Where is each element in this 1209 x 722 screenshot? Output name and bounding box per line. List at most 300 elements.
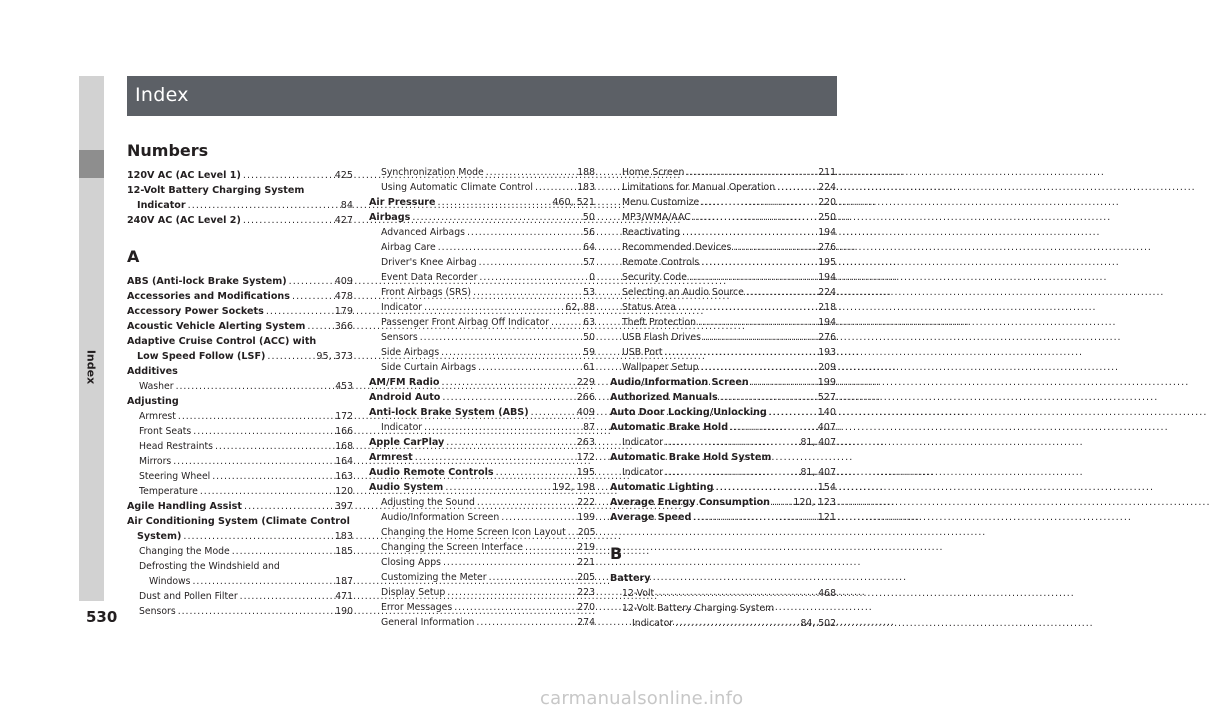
index-subentry bbox=[610, 300, 836, 315]
entry-label: Indicator bbox=[622, 467, 664, 478]
entry-page-ref[interactable]: 194 bbox=[818, 272, 836, 283]
entry-page-ref[interactable]: 407 bbox=[817, 422, 836, 433]
index-entry bbox=[127, 289, 353, 304]
dot-leader bbox=[501, 510, 575, 525]
entry-page-ref[interactable]: 220 bbox=[818, 197, 836, 208]
entry-page-ref[interactable]: 194 bbox=[818, 227, 836, 238]
entry-page-ref[interactable]: 81, 407 bbox=[800, 437, 836, 448]
entry-page-ref[interactable]: 62, 88 bbox=[565, 302, 595, 313]
entry-page-ref[interactable]: 366 bbox=[334, 321, 353, 332]
index-subentry bbox=[369, 495, 595, 510]
entry-label: Side Curtain Airbags bbox=[381, 362, 477, 373]
section-heading: B bbox=[610, 544, 623, 563]
entry-page-ref[interactable]: 199 bbox=[577, 512, 595, 523]
entry-page-ref[interactable]: 179 bbox=[334, 306, 353, 317]
index-column-1 bbox=[127, 140, 353, 619]
index-subentry bbox=[369, 420, 595, 435]
index-subentry bbox=[610, 285, 836, 300]
dot-leader bbox=[489, 570, 576, 585]
entry-label: Mirrors bbox=[139, 456, 172, 467]
dot-leader bbox=[447, 585, 575, 600]
entry-page-ref[interactable]: 427 bbox=[334, 215, 353, 226]
index-entry bbox=[127, 213, 353, 228]
dot-leader bbox=[675, 616, 798, 631]
dot-leader bbox=[442, 390, 574, 405]
entry-page-ref[interactable]: 95, 373 bbox=[316, 351, 353, 362]
entry-label: Passenger Front Airbag Off Indicator bbox=[381, 317, 550, 328]
dot-leader bbox=[289, 274, 333, 289]
entry-page-ref[interactable]: 59 bbox=[583, 347, 595, 358]
dot-leader bbox=[733, 240, 816, 255]
entry-label: Airbag Care bbox=[381, 242, 436, 253]
dot-leader bbox=[486, 165, 575, 180]
dot-leader bbox=[442, 375, 575, 390]
entry-label: Automatic Brake Hold bbox=[610, 422, 729, 433]
entry-page-ref[interactable]: 224 bbox=[818, 287, 836, 298]
entry-label: Airbags bbox=[369, 212, 411, 223]
dot-leader bbox=[689, 270, 816, 285]
entry-page-ref[interactable]: 56 bbox=[583, 227, 595, 238]
index-subentry bbox=[610, 225, 836, 240]
entry-label: 240V AC (AC Level 2) bbox=[127, 215, 241, 226]
index-subentry bbox=[127, 409, 353, 424]
index-entry bbox=[369, 210, 595, 225]
entry-label: Changing the Home Screen Icon Layout bbox=[381, 527, 566, 538]
entry-label: Using Automatic Climate Control bbox=[381, 182, 533, 193]
dot-leader bbox=[746, 285, 816, 300]
index-entry bbox=[610, 405, 836, 420]
entry-label: Apple CarPlay bbox=[369, 437, 445, 448]
dot-leader bbox=[178, 604, 334, 619]
index-subentry bbox=[369, 600, 595, 615]
entry-label: USB Port bbox=[622, 347, 663, 358]
entry-label: Accessories and Modifications bbox=[127, 291, 290, 302]
entry-page-ref[interactable]: 266 bbox=[576, 392, 595, 403]
entry-label: General Information bbox=[381, 617, 475, 628]
entry-label: Security Code bbox=[622, 272, 687, 283]
dot-leader bbox=[243, 168, 333, 183]
index-entry bbox=[610, 450, 836, 465]
entry-page-ref[interactable]: 209 bbox=[818, 362, 836, 373]
dot-leader bbox=[183, 529, 332, 544]
entry-page-ref[interactable]: 183 bbox=[577, 182, 595, 193]
entry-label: Customizing the Meter bbox=[381, 572, 487, 583]
entry-label: Status Area bbox=[622, 302, 676, 313]
entry-label: Side Airbags bbox=[381, 347, 440, 358]
dot-leader bbox=[454, 600, 575, 615]
dot-leader bbox=[193, 574, 334, 589]
entry-label: AM/FM Radio bbox=[369, 377, 440, 388]
dot-leader bbox=[678, 300, 816, 315]
entry-label: Air Conditioning System (Climate Control bbox=[127, 516, 350, 527]
entry-page-ref[interactable]: 190 bbox=[335, 606, 353, 617]
entry-label: 120V AC (AC Level 1) bbox=[127, 170, 241, 181]
entry-page-ref[interactable]: 223 bbox=[577, 587, 595, 598]
index-entry bbox=[127, 274, 353, 289]
entry-page-ref[interactable]: 274 bbox=[577, 617, 595, 628]
index-subentry bbox=[369, 615, 595, 630]
entry-label: Recommended Devices bbox=[622, 242, 732, 253]
index-entry bbox=[369, 375, 595, 390]
index-subentry bbox=[127, 589, 353, 604]
dot-leader bbox=[682, 225, 816, 240]
dot-leader bbox=[412, 210, 580, 225]
entry-page-ref[interactable]: 409 bbox=[334, 276, 353, 287]
index-subentry bbox=[610, 210, 836, 225]
entry-label: Error Messages bbox=[381, 602, 453, 613]
index-entry bbox=[369, 480, 595, 495]
dot-leader bbox=[686, 165, 816, 180]
dot-leader bbox=[232, 544, 334, 559]
index-entry bbox=[127, 499, 353, 514]
entry-label: Wallpaper Setup bbox=[622, 362, 699, 373]
dot-leader bbox=[467, 225, 581, 240]
entry-page-ref[interactable]: 211 bbox=[818, 167, 836, 178]
entry-page-ref[interactable]: 121 bbox=[817, 512, 836, 523]
entry-label: Dust and Pollen Filter bbox=[139, 591, 238, 602]
entry-page-ref[interactable]: 140 bbox=[817, 407, 836, 418]
index-subentry bbox=[369, 570, 595, 585]
entry-label: Low Speed Follow (LSF) bbox=[137, 351, 266, 362]
entry-label: 12-Volt Battery Charging System bbox=[622, 603, 775, 614]
index-subentry bbox=[369, 345, 595, 360]
index-subentry bbox=[610, 255, 836, 270]
entry-page-ref[interactable]: 154 bbox=[817, 482, 836, 493]
entry-page-ref[interactable]: 222 bbox=[577, 497, 595, 508]
dot-leader bbox=[173, 454, 333, 469]
dot-leader bbox=[535, 180, 575, 195]
dot-leader bbox=[178, 409, 333, 424]
entry-label: Sensors bbox=[381, 332, 418, 343]
dot-leader bbox=[479, 255, 582, 270]
entry-label: Audio System bbox=[369, 482, 444, 493]
dot-leader bbox=[266, 304, 333, 319]
entry-page-ref[interactable]: 192, 198 bbox=[552, 482, 595, 493]
section-heading: A bbox=[127, 247, 140, 266]
entry-page-ref[interactable]: 193 bbox=[818, 347, 836, 358]
dot-leader bbox=[551, 315, 581, 330]
entry-page-ref[interactable]: 527 bbox=[817, 392, 836, 403]
entry-label: Air Pressure bbox=[369, 197, 436, 208]
entry-page-ref[interactable]: 84 bbox=[340, 200, 353, 211]
entry-page-ref[interactable]: 270 bbox=[577, 602, 595, 613]
entry-page-ref[interactable]: 64 bbox=[583, 242, 595, 253]
entry-page-ref[interactable]: 205 bbox=[577, 527, 596, 538]
index-subentry bbox=[127, 469, 353, 484]
entry-page-ref[interactable]: 172 bbox=[335, 411, 353, 422]
entry-page-ref[interactable]: 87 bbox=[583, 422, 595, 433]
entry-page-ref[interactable]: 199 bbox=[817, 377, 836, 388]
entry-label: Changing the Screen Interface bbox=[381, 542, 523, 553]
index-entry bbox=[127, 529, 353, 544]
entry-page-ref[interactable]: 218 bbox=[818, 302, 836, 313]
entry-label: Adjusting bbox=[127, 396, 179, 407]
entry-page-ref[interactable]: 425 bbox=[334, 170, 353, 181]
index-subentry bbox=[127, 454, 353, 469]
entry-label: Indicator bbox=[381, 302, 423, 313]
index-subentry bbox=[610, 601, 836, 616]
entry-label: USB Flash Drives bbox=[622, 332, 701, 343]
entry-page-ref[interactable]: 263 bbox=[576, 437, 595, 448]
index-entry bbox=[369, 450, 595, 465]
dot-leader bbox=[701, 360, 817, 375]
dot-leader bbox=[777, 180, 816, 195]
dot-leader bbox=[525, 540, 575, 555]
dot-leader bbox=[243, 213, 333, 228]
dot-leader bbox=[188, 198, 339, 213]
entry-page-ref[interactable]: 221 bbox=[577, 557, 595, 568]
index-entry bbox=[610, 375, 836, 390]
entry-label: ABS (Anti-lock Brake System) bbox=[127, 276, 287, 287]
index-subentry bbox=[369, 315, 595, 330]
index-entry bbox=[127, 304, 353, 319]
entry-label: Audio/Information Screen bbox=[381, 512, 500, 523]
entry-label: System) bbox=[137, 531, 182, 542]
dot-leader bbox=[446, 435, 574, 450]
dot-leader bbox=[415, 450, 575, 465]
index-side-tab-marker bbox=[79, 150, 104, 178]
dot-leader bbox=[478, 360, 581, 375]
dot-leader bbox=[424, 300, 563, 315]
entry-label: Auto Door Locking/Unlocking bbox=[610, 407, 767, 418]
dot-leader bbox=[665, 465, 798, 480]
entry-label: Indicator bbox=[137, 200, 186, 211]
entry-page-ref[interactable]: 50 bbox=[583, 332, 595, 343]
entry-page-ref[interactable]: 120 bbox=[335, 486, 353, 497]
entry-label: Adjusting the Sound bbox=[381, 497, 475, 508]
entry-page-ref[interactable]: 57 bbox=[583, 257, 595, 268]
index-subentry bbox=[610, 315, 836, 330]
index-subentry bbox=[610, 465, 836, 480]
index-subentry bbox=[610, 586, 836, 601]
dot-leader bbox=[665, 435, 798, 450]
dot-leader bbox=[420, 330, 581, 345]
index-entry bbox=[127, 334, 353, 349]
index-subentry bbox=[610, 616, 836, 631]
index-entry bbox=[127, 514, 353, 529]
entry-page-ref[interactable]: 163 bbox=[335, 471, 353, 482]
index-subentry bbox=[369, 540, 595, 555]
entry-page-ref[interactable]: 409 bbox=[576, 407, 595, 418]
entry-label: Selecting an Audio Source bbox=[622, 287, 744, 298]
entry-label: Steering Wheel bbox=[139, 471, 211, 482]
index-entry bbox=[610, 495, 836, 510]
entry-page-ref[interactable]: 183 bbox=[334, 531, 353, 542]
entry-label: Sensors bbox=[139, 606, 176, 617]
entry-label: Audio/Information Screen bbox=[610, 377, 749, 388]
index-subentry bbox=[369, 270, 595, 285]
dot-leader bbox=[424, 420, 581, 435]
entry-label: Anti-lock Brake System (ABS) bbox=[369, 407, 529, 418]
index-entry bbox=[127, 168, 353, 183]
dot-leader bbox=[720, 390, 816, 405]
index-subentry bbox=[127, 559, 353, 574]
index-subentry bbox=[127, 484, 353, 499]
entry-label: Theft Protection bbox=[622, 317, 697, 328]
dot-leader bbox=[473, 285, 581, 300]
index-subentry bbox=[610, 345, 836, 360]
entry-page-ref[interactable]: 195 bbox=[576, 467, 595, 478]
index-subentry bbox=[127, 439, 353, 454]
entry-page-ref[interactable]: 120, 123 bbox=[793, 497, 836, 508]
index-subentry bbox=[369, 555, 595, 570]
index-subentry bbox=[369, 525, 595, 540]
entry-label: Automatic Lighting bbox=[610, 482, 714, 493]
dot-leader bbox=[176, 379, 334, 394]
index-subentry bbox=[369, 510, 595, 525]
index-subentry bbox=[127, 604, 353, 619]
index-subentry bbox=[610, 165, 836, 180]
index-subentry bbox=[127, 379, 353, 394]
dot-leader bbox=[267, 349, 314, 364]
index-entry bbox=[610, 390, 836, 405]
index-subentry bbox=[369, 360, 595, 375]
entry-label: Remote Controls bbox=[622, 257, 700, 268]
index-subentry bbox=[369, 585, 595, 600]
entry-label: Driver's Knee Airbag bbox=[381, 257, 477, 268]
dot-leader bbox=[244, 499, 333, 514]
entry-page-ref[interactable]: 53 bbox=[583, 287, 595, 298]
entry-page-ref[interactable]: 250 bbox=[818, 212, 836, 223]
page-number: 530 bbox=[86, 608, 118, 626]
entry-page-ref[interactable]: 164 bbox=[335, 456, 353, 467]
entry-page-ref[interactable]: 195 bbox=[818, 257, 836, 268]
page-title: Index bbox=[135, 84, 189, 106]
index-subentry bbox=[369, 300, 595, 315]
index-entry bbox=[127, 198, 353, 213]
entry-label: Washer bbox=[139, 381, 174, 392]
index-subentry bbox=[610, 330, 836, 345]
dot-leader bbox=[730, 420, 816, 435]
entry-page-ref[interactable]: 397 bbox=[334, 501, 353, 512]
index-entry bbox=[369, 465, 595, 480]
entry-label: Display Setup bbox=[381, 587, 446, 598]
entry-label: Accessory Power Sockets bbox=[127, 306, 264, 317]
dot-leader bbox=[568, 525, 576, 540]
entry-page-ref[interactable]: 185 bbox=[335, 546, 353, 557]
index-entry bbox=[610, 420, 836, 435]
entry-page-ref[interactable]: 205 bbox=[577, 572, 595, 583]
index-subentry bbox=[610, 180, 836, 195]
index-subentry bbox=[127, 424, 353, 439]
entry-label: Average Energy Consumption bbox=[610, 497, 771, 508]
entry-label: 12-Volt bbox=[622, 588, 655, 599]
entry-label: Event Data Recorder bbox=[381, 272, 478, 283]
dot-leader bbox=[496, 465, 575, 480]
entry-page-ref[interactable]: 166 bbox=[335, 426, 353, 437]
index-subentry bbox=[369, 165, 595, 180]
entry-label: Menu Customize bbox=[622, 197, 700, 208]
entry-page-ref[interactable]: 478 bbox=[334, 291, 353, 302]
entry-label: Adaptive Cruise Control (ACC) with bbox=[127, 336, 317, 347]
index-entry bbox=[127, 349, 353, 364]
entry-label: Indicator bbox=[381, 422, 423, 433]
dot-leader bbox=[751, 375, 816, 390]
entry-page-ref[interactable]: 276 bbox=[818, 242, 836, 253]
dot-leader bbox=[703, 330, 816, 345]
entry-page-ref[interactable]: 453 bbox=[335, 381, 353, 392]
entry-label: Home Screen bbox=[622, 167, 685, 178]
side-tab-label: Index bbox=[84, 349, 98, 385]
entry-page-ref[interactable]: 61 bbox=[583, 362, 595, 373]
index-subentry bbox=[610, 240, 836, 255]
dot-leader bbox=[715, 480, 815, 495]
entry-page-ref[interactable]: 460, 521 bbox=[552, 197, 595, 208]
dot-leader bbox=[193, 424, 333, 439]
index-entry bbox=[369, 390, 595, 405]
index-entry bbox=[369, 195, 595, 210]
entry-page-ref[interactable]: 219 bbox=[577, 542, 595, 553]
entry-page-ref[interactable]: 188 bbox=[577, 167, 595, 178]
entry-page-ref[interactable]: 471 bbox=[335, 591, 353, 602]
index-entry bbox=[369, 435, 595, 450]
index-entry bbox=[127, 364, 353, 379]
dot-leader bbox=[701, 195, 816, 210]
entry-label: Changing the Mode bbox=[139, 546, 230, 557]
entry-label: Audio Remote Controls bbox=[369, 467, 494, 478]
entry-label: Indicator bbox=[622, 437, 664, 448]
entry-label: Reactivating bbox=[622, 227, 681, 238]
dot-leader bbox=[477, 495, 575, 510]
dot-leader bbox=[656, 586, 816, 601]
entry-label: Automatic Brake Hold System bbox=[610, 452, 772, 463]
entry-page-ref[interactable]: 168 bbox=[335, 441, 353, 452]
entry-page-ref[interactable]: 187 bbox=[335, 576, 353, 587]
entry-page-ref[interactable]: 63 bbox=[583, 317, 595, 328]
index-subentry bbox=[369, 180, 595, 195]
entry-label: Additives bbox=[127, 366, 178, 377]
index-entry bbox=[127, 319, 353, 334]
dot-leader bbox=[772, 495, 791, 510]
entry-label: Temperature bbox=[139, 486, 198, 497]
entry-label: 12-Volt Battery Charging System bbox=[127, 185, 305, 196]
entry-label: Defrosting the Windshield and bbox=[139, 561, 280, 572]
entry-label: Armrest bbox=[139, 411, 176, 422]
dot-leader bbox=[664, 345, 816, 360]
entry-label: Synchronization Mode bbox=[381, 167, 484, 178]
dot-leader bbox=[701, 255, 816, 270]
entry-label: Battery bbox=[610, 573, 651, 584]
entry-page-ref[interactable]: 194 bbox=[818, 317, 836, 328]
entry-page-ref[interactable]: 81, 407 bbox=[800, 467, 836, 478]
entry-page-ref[interactable]: 468 bbox=[818, 588, 836, 599]
page-header bbox=[127, 76, 837, 116]
dot-leader bbox=[438, 195, 551, 210]
index-entry bbox=[610, 480, 836, 495]
entry-label: Advanced Airbags bbox=[381, 227, 465, 238]
entry-page-ref[interactable]: 224 bbox=[818, 182, 836, 193]
entry-page-ref[interactable]: 0 bbox=[589, 272, 595, 283]
entry-page-ref[interactable]: 50 bbox=[582, 212, 595, 223]
entry-label: Limitations for Manual Operation bbox=[622, 182, 776, 193]
entry-page-ref[interactable]: 276 bbox=[818, 332, 836, 343]
entry-page-ref[interactable]: 229 bbox=[576, 377, 595, 388]
section-heading: Numbers bbox=[127, 141, 209, 160]
dot-leader bbox=[212, 469, 333, 484]
index-subentry bbox=[610, 195, 836, 210]
dot-leader bbox=[476, 615, 575, 630]
entry-label: Authorized Manuals bbox=[610, 392, 718, 403]
entry-page-ref[interactable]: 84, 502 bbox=[800, 618, 836, 629]
dot-leader bbox=[445, 480, 550, 495]
entry-label: Average Speed bbox=[610, 512, 692, 523]
index-subentry bbox=[127, 574, 353, 589]
dot-leader bbox=[215, 439, 333, 454]
dot-leader bbox=[240, 589, 334, 604]
entry-page-ref[interactable]: 172 bbox=[576, 452, 595, 463]
index-entry bbox=[127, 183, 353, 198]
index-entry bbox=[127, 394, 353, 409]
